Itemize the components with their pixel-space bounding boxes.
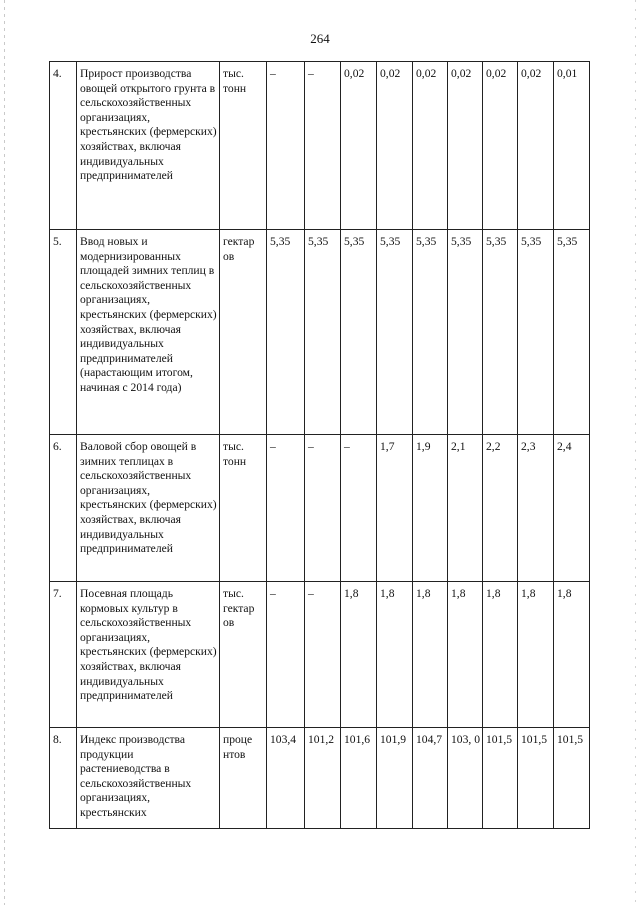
row-number: 7. (50, 582, 77, 728)
value-cell: – (341, 435, 377, 582)
value-cell: – (267, 582, 305, 728)
value-cell: 1,8 (341, 582, 377, 728)
unit-cell: тыс. тонн (220, 435, 267, 582)
value-cell: 0,02 (413, 62, 448, 230)
value-cell: 101,5 (518, 728, 554, 829)
value-cell: 101,6 (341, 728, 377, 829)
value-cell: 0,02 (377, 62, 413, 230)
table-row (50, 435, 590, 582)
value-cell: 5,35 (377, 230, 413, 435)
table-row (50, 728, 590, 829)
value-cell: 0,02 (341, 62, 377, 230)
value-cell: 103,4 (267, 728, 305, 829)
value-cell: 101,2 (305, 728, 341, 829)
value-cell: 2,3 (518, 435, 554, 582)
value-cell: 5,35 (448, 230, 483, 435)
table-row (50, 230, 590, 435)
value-cell: 2,4 (554, 435, 590, 582)
value-cell: – (305, 62, 341, 230)
indicator-name: Ввод новых и модернизированных площадей зимних теплиц в сельскохозяйственных организациях, крестьянских (фермерских) хозяйствах, включая индивидуальных предпринимателей (нарастающим итогом, начиная с 2014 года) (77, 230, 220, 435)
row-number: 6. (50, 435, 77, 582)
row-number: 4. (50, 62, 77, 230)
value-cell: 104,7 (413, 728, 448, 829)
value-cell: 5,35 (413, 230, 448, 435)
value-cell: 1,8 (377, 582, 413, 728)
value-cell: 103, 0 (448, 728, 483, 829)
value-cell: – (305, 435, 341, 582)
value-cell: – (267, 62, 305, 230)
indicator-name: Индекс производства продукции растениеводства в сельскохозяйственных организациях, крестьянских (77, 728, 220, 829)
value-cell: 5,35 (305, 230, 341, 435)
value-cell: 1,8 (413, 582, 448, 728)
page-number: 264 (310, 31, 330, 46)
value-cell: – (267, 435, 305, 582)
value-cell: 0,02 (483, 62, 518, 230)
value-cell: 101,9 (377, 728, 413, 829)
value-cell: 1,7 (377, 435, 413, 582)
value-cell: 5,35 (554, 230, 590, 435)
value-cell: 101,5 (483, 728, 518, 829)
value-cell: 5,35 (341, 230, 377, 435)
table-row (50, 62, 590, 230)
unit-cell: проце нтов (220, 728, 267, 829)
value-cell: 2,1 (448, 435, 483, 582)
scan-edge-right (635, 0, 636, 905)
row-number: 5. (50, 230, 77, 435)
value-cell: 2,2 (483, 435, 518, 582)
value-cell: 5,35 (483, 230, 518, 435)
value-cell: 101,5 (554, 728, 590, 829)
value-cell: 1,8 (448, 582, 483, 728)
unit-cell: тыс. гектар ов (220, 582, 267, 728)
row-number: 8. (50, 728, 77, 829)
indicator-name: Посевная площадь кормовых культур в сельскохозяйственных организациях, крестьянских (фермерских) хозяйствах, включая индивидуальных предпринимателей (77, 582, 220, 728)
indicator-name: Валовой сбор овощей в зимних теплицах в сельскохозяйственных организациях, крестьянских (фермерских) хозяйствах, включая индивидуальных предпринимателей (77, 435, 220, 582)
indicators-table (49, 61, 590, 829)
value-cell: 1,8 (518, 582, 554, 728)
indicator-name: Прирост производства овощей открытого грунта в сельскохозяйственных организациях, крестьянских (фермерских) хозяйствах, включая индивидуальных предпринимателей (77, 62, 220, 230)
value-cell: 1,8 (483, 582, 518, 728)
scan-edge-left (4, 0, 5, 905)
value-cell: 1,8 (554, 582, 590, 728)
value-cell: 5,35 (518, 230, 554, 435)
table-row (50, 582, 590, 728)
unit-cell: тыс. тонн (220, 62, 267, 230)
value-cell: 0,01 (554, 62, 590, 230)
value-cell: 0,02 (518, 62, 554, 230)
value-cell: 0,02 (448, 62, 483, 230)
unit-cell: гектар ов (220, 230, 267, 435)
value-cell: – (305, 582, 341, 728)
value-cell: 5,35 (267, 230, 305, 435)
value-cell: 1,9 (413, 435, 448, 582)
